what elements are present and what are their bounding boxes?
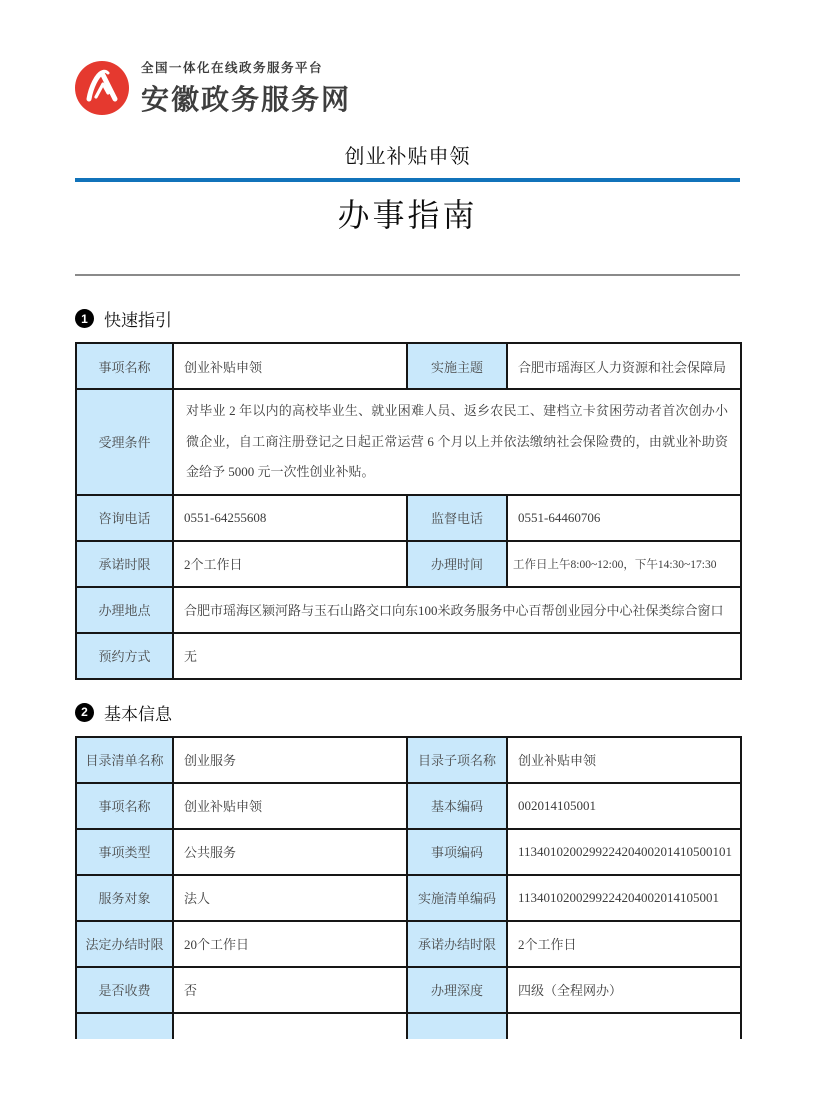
- field-value: [173, 1013, 407, 1039]
- title-divider-bar: [75, 178, 740, 182]
- field-label: 事项编码: [407, 829, 507, 875]
- document-page: [0, 58, 815, 1039]
- field-label: 预约方式: [76, 633, 173, 679]
- table-row: [76, 737, 741, 783]
- field-label: [76, 1013, 173, 1039]
- field-label: 办理地点: [76, 587, 173, 633]
- field-label: [407, 1013, 507, 1039]
- platform-name: 全国一体化在线政务服务平台: [141, 61, 324, 75]
- section-heading-label: 快速指引: [104, 311, 172, 330]
- field-value: [507, 1013, 741, 1039]
- field-value: 四级（全程网办）: [507, 967, 741, 1013]
- table-row: [76, 829, 741, 875]
- table-row: [76, 633, 741, 679]
- field-label: 咨询电话: [76, 495, 173, 541]
- field-value: 创业补贴申领: [507, 737, 741, 783]
- field-label: 事项名称: [76, 783, 173, 829]
- field-label: 办理深度: [407, 967, 507, 1013]
- field-label: 承诺办结时限: [407, 921, 507, 967]
- table-row-clipped: [76, 1013, 741, 1039]
- field-label: 实施主题: [407, 343, 507, 389]
- basic-info-table: [75, 736, 742, 1039]
- field-value: 合肥市瑶海区颍河路与玉石山路交口向东100米政务服务中心百帮创业园分中心社保类综合窗口: [173, 587, 741, 633]
- table-row: [76, 783, 741, 829]
- table-row: [76, 343, 741, 389]
- field-label: 实施清单编码: [407, 875, 507, 921]
- field-value: 否: [173, 967, 407, 1013]
- field-value: 合肥市瑶海区人力资源和社会保障局: [507, 343, 741, 389]
- field-label: 监督电话: [407, 495, 507, 541]
- field-value: 0551-64255608: [173, 495, 407, 541]
- field-label: 目录清单名称: [76, 737, 173, 783]
- field-value: 20个工作日: [173, 921, 407, 967]
- field-value: 1134010200299224204002014105001: [507, 875, 741, 921]
- field-label: 事项类型: [76, 829, 173, 875]
- table-row: [76, 875, 741, 921]
- site-title-block: [141, 58, 351, 118]
- field-value: 2个工作日: [173, 541, 407, 587]
- section-number-badge: 1: [75, 309, 94, 328]
- field-value: 创业补贴申领: [173, 783, 407, 829]
- field-label: 服务对象: [76, 875, 173, 921]
- field-value: 2个工作日: [507, 921, 741, 967]
- field-value: 创业服务: [173, 737, 407, 783]
- table-row: [76, 495, 741, 541]
- field-label: 法定办结时限: [76, 921, 173, 967]
- field-label: 目录子项名称: [407, 737, 507, 783]
- table-row: [76, 921, 741, 967]
- table-row: [76, 587, 741, 633]
- page-title: 办事指南: [337, 197, 478, 233]
- service-title: 创业补贴申领: [344, 146, 471, 168]
- section-basic-info-heading: [75, 700, 740, 725]
- table-row: [76, 389, 741, 495]
- field-label: 办理时间: [407, 541, 507, 587]
- field-value: 公共服务: [173, 829, 407, 875]
- field-label: 承诺时限: [76, 541, 173, 587]
- field-value: 0551-64460706: [507, 495, 741, 541]
- anhui-gov-logo-icon: [75, 61, 129, 115]
- section-number-badge: 2: [75, 703, 94, 722]
- field-value: 113401020029922420400201410500101: [507, 829, 741, 875]
- field-label: 基本编码: [407, 783, 507, 829]
- horizontal-rule: [75, 274, 740, 276]
- field-value: 对毕业 2 年以内的高校毕业生、就业困难人员、返乡农民工、建档立卡贫困劳动者首次创办小微企业，自工商注册登记之日起正常运营 6 个月以上并依法缴纳社会保险费的，由就业补助资金给予 5000 元一次性创业补贴。: [173, 389, 741, 495]
- site-header: [75, 58, 740, 118]
- field-value: 工作日上午8:00~12:00，下午14:30~17:30: [507, 541, 741, 587]
- site-name: 安徽政务服务网: [141, 84, 352, 115]
- field-value: 002014105001: [507, 783, 741, 829]
- field-label: 是否收费: [76, 967, 173, 1013]
- field-value: 无: [173, 633, 741, 679]
- field-label: 事项名称: [76, 343, 173, 389]
- field-label: 受理条件: [76, 389, 173, 495]
- quick-guide-table: [75, 342, 742, 680]
- section-heading-label: 基本信息: [104, 704, 172, 724]
- table-row: [76, 541, 741, 587]
- field-value: 创业补贴申领: [173, 343, 407, 389]
- section-quick-guide-heading: [75, 306, 740, 331]
- table-row: [76, 967, 741, 1013]
- field-value: 法人: [173, 875, 407, 921]
